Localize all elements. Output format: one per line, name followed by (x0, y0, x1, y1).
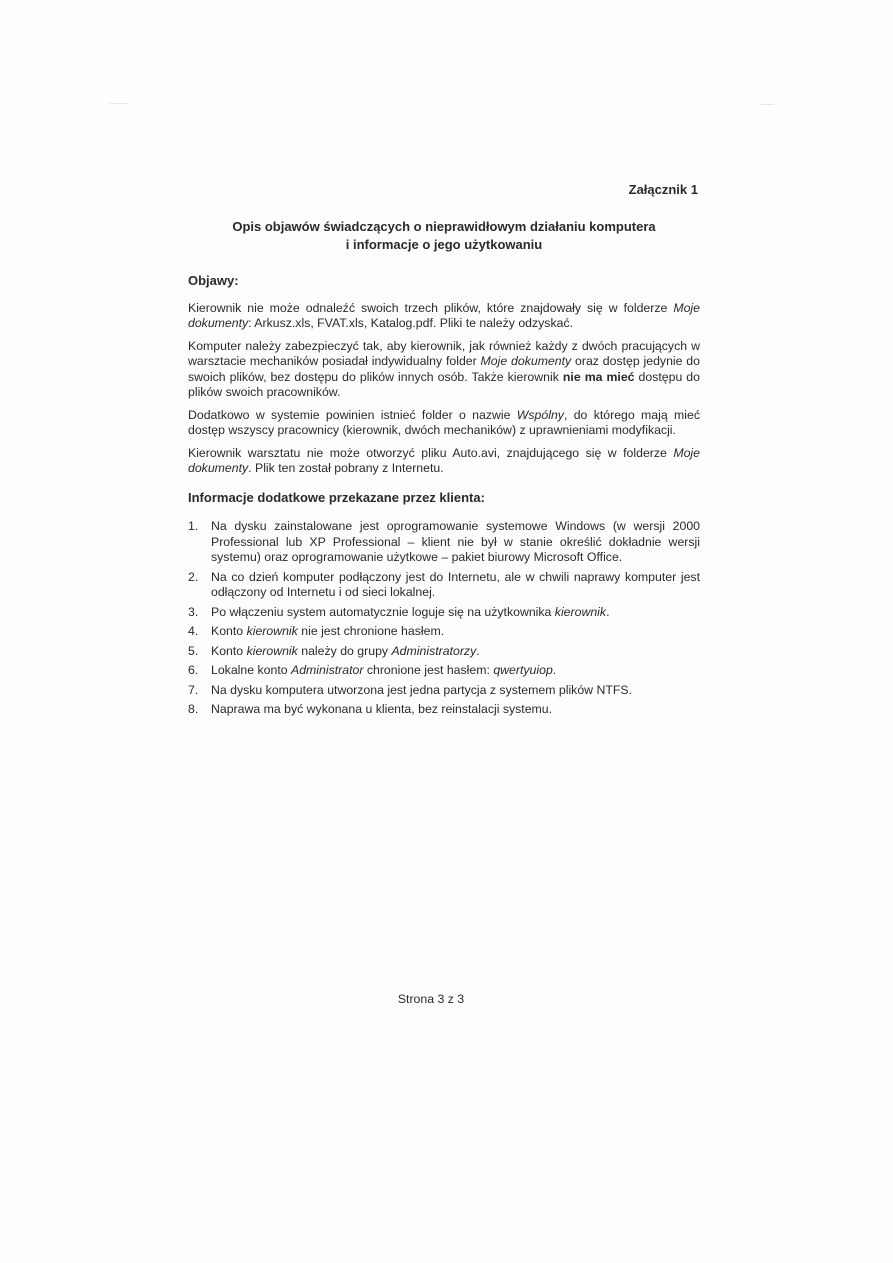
symptom-paragraph-3 (188, 408, 700, 439)
account-name: kierownik (246, 624, 298, 638)
text: Konto (211, 624, 247, 638)
text: Naprawa ma być wykonana u klienta, bez reinstalacji systemu. (211, 702, 553, 716)
text: . (606, 604, 610, 619)
group-name: Administratorzy (391, 643, 477, 658)
text: , do którego mają mieć dostęp wszyscy pracownicy (kierownik, dwóch mechaników) z uprawnieniami modyfikacji. (188, 407, 700, 437)
text: . (552, 663, 557, 677)
text: Na co dzień komputer podłączony jest do Internetu, ale w chwili naprawy komputer jest odłączony od Internetu i od sieci lokalnej. (211, 569, 700, 599)
symptom-paragraph-4 (188, 446, 700, 477)
symptom-paragraph-2 (188, 339, 700, 401)
text: dostępu do plików swoich pracowników. (188, 369, 700, 399)
text: oraz dostęp jedynie do swoich plików, bez dostępu do plików innych osób. Także kierownik (188, 354, 700, 384)
list-item (188, 683, 700, 699)
info-heading: Informacje dodatkowe przekazane przez klienta: (188, 489, 485, 505)
symptom-paragraph-1 (188, 301, 700, 332)
folder-name: Moje dokumenty (188, 445, 700, 475)
annex-label: Załącznik 1 (628, 182, 698, 197)
text: Na dysku zainstalowane jest oprogramowanie systemowe Windows (w wersji 2000 Professional lub XP Professional – klient nie był w stanie określić dokładnie wersji systemu) oraz oprogramowanie użytkowe – pakiet biurowy Microsoft Office. (211, 519, 700, 564)
list-number: 7. (188, 682, 199, 697)
list-item (188, 702, 700, 718)
list-number: 5. (188, 643, 199, 658)
list-item (188, 605, 700, 621)
text: Konto (211, 643, 247, 658)
text: Po włączeniu system automatycznie loguje się na użytkownika (211, 604, 555, 619)
text: Kierownik warsztatu nie może otworzyć pliku Auto.avi, znajdującego się w folderze (188, 445, 674, 460)
text: nie jest chronione hasłem. (297, 624, 445, 638)
symptoms-heading: Objawy: (188, 273, 239, 288)
list-number: 1. (188, 519, 199, 533)
account-name: kierownik (246, 643, 298, 658)
list-number: 3. (188, 604, 199, 619)
document-body (188, 273, 700, 722)
page-footer: Strona 3 z 3 (397, 992, 465, 1006)
list-item (188, 644, 700, 660)
folder-name: Moje dokumenty (480, 354, 572, 368)
text: Kierownik nie może odnaleźć swoich trzech plików, które znajdowały się w folderze (188, 300, 674, 315)
folder-name: Wspólny (516, 407, 564, 422)
folder-name: Moje dokumenty (188, 300, 700, 330)
text: Komputer należy zabezpieczyć tak, aby kierownik, jak również każdy z dwóch pracujących w warsztacie mechaników posiadał indywidualny folder (188, 338, 700, 368)
list-item (188, 624, 700, 640)
text: : Arkusz.xls, FVAT.xls, Katalog.pdf. Pliki te należy odzyskać. (248, 316, 574, 330)
text: Na dysku komputera utworzona jest jedna partycja z systemem plików NTFS. (211, 682, 632, 697)
emphasis: nie ma mieć (562, 369, 635, 384)
text: chronione jest hasłem: (363, 663, 494, 677)
text: Lokalne konto (211, 663, 291, 677)
list-number: 6. (188, 663, 199, 677)
account-name: kierownik (554, 604, 607, 619)
list-number: 2. (188, 569, 199, 584)
info-list (188, 519, 700, 718)
title-line-1: Opis objawów świadczących o nieprawidłowym działaniu komputera (232, 219, 656, 234)
list-item (188, 519, 700, 566)
text: należy do grupy (297, 643, 392, 658)
list-item (188, 663, 700, 679)
scan-artifact (760, 104, 774, 105)
list-number: 8. (188, 702, 199, 716)
text: . Plik ten został pobrany z Internetu. (248, 461, 444, 475)
title-line-2: i informacje o jego użytkowaniu (345, 237, 543, 252)
text: . (476, 643, 480, 658)
list-item (188, 570, 700, 601)
text: Dodatkowo w systemie powinien istnieć folder o nazwie (188, 407, 517, 422)
document-title (188, 218, 700, 254)
password: qwertyuiop (493, 663, 553, 677)
list-number: 4. (188, 624, 199, 638)
account-name: Administrator (291, 663, 364, 677)
scan-artifact (110, 103, 128, 104)
